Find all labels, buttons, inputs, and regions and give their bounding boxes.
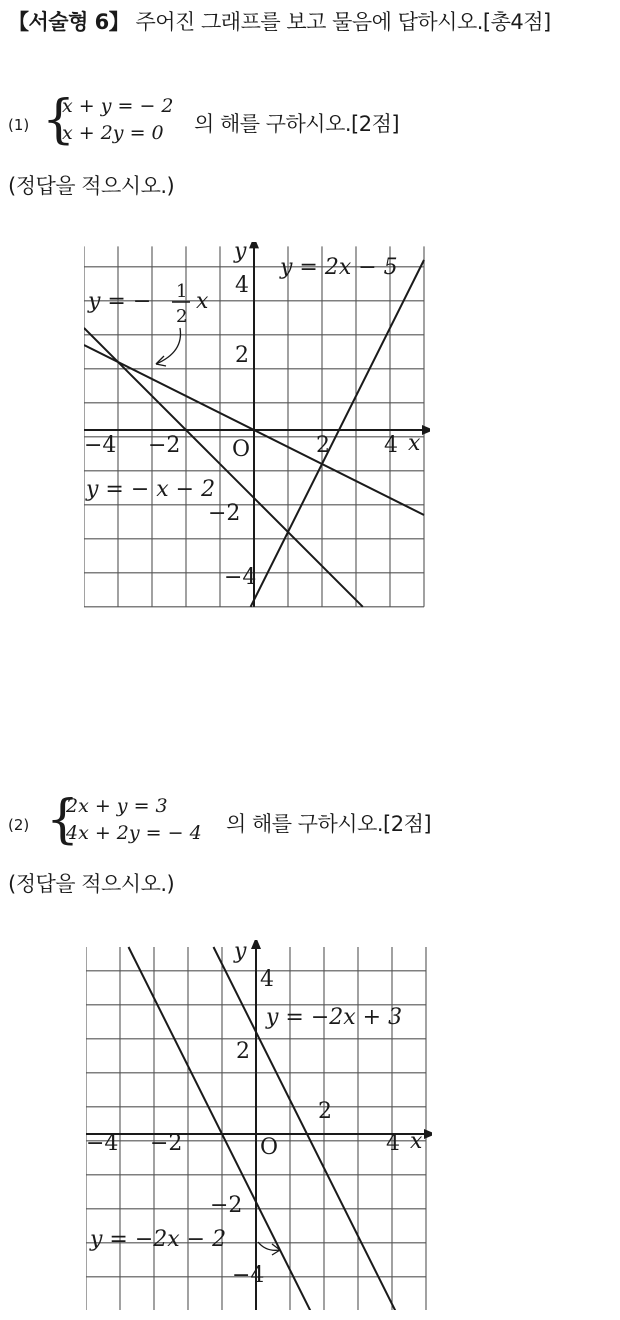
x-tick-label: −2 <box>148 433 181 458</box>
graph-line-1 <box>214 947 396 1310</box>
y-tick-label: 4 <box>260 967 274 992</box>
problem-2 <box>8 790 608 850</box>
y-tick-label: −4 <box>224 565 257 590</box>
equation-system <box>66 793 202 847</box>
line-label: y = 2x − 5 <box>280 255 398 280</box>
x-tick-label: 2 <box>316 433 330 458</box>
problem-question: 의 해를 구하시오.[2점] <box>226 812 432 836</box>
equation: 2x + y = 3 <box>66 795 168 817</box>
problem-question: 의 해를 구하시오.[2점] <box>194 112 400 136</box>
origin-label: O <box>260 1135 279 1160</box>
x-tick-label: 4 <box>386 1131 400 1156</box>
fraction-numerator: 1 <box>176 281 188 302</box>
equation-system <box>62 93 174 147</box>
graph-1-svg <box>84 242 430 612</box>
graph-1 <box>84 242 430 616</box>
y-tick-label: −2 <box>208 501 241 526</box>
y-tick-label: 4 <box>235 273 249 298</box>
label-pointer-arrow <box>156 328 181 364</box>
y-tick-label: 2 <box>235 343 249 368</box>
question-header <box>8 6 551 36</box>
question-tag: 【서술형 6】 <box>8 10 130 34</box>
x-axis-arrow-icon <box>422 425 430 435</box>
line-label: y = − <box>88 289 152 314</box>
system-brace: { <box>46 790 80 850</box>
equation: x + 2y = 0 <box>62 122 164 144</box>
y-tick-label: −2 <box>210 1193 243 1218</box>
system-brace: { <box>42 90 76 150</box>
x-axis-arrow-icon <box>424 1129 432 1139</box>
graph-2-svg <box>86 940 432 1310</box>
graph-2 <box>86 940 432 1314</box>
fraction-denominator: 2 <box>176 306 188 327</box>
y-axis-label: y <box>234 940 247 964</box>
x-axis-label: x <box>408 431 421 456</box>
graph-line-2 <box>129 947 311 1310</box>
x-tick-label: −4 <box>86 1131 119 1156</box>
y-axis-arrow-icon <box>249 242 259 248</box>
x-tick-label: −2 <box>150 1131 183 1156</box>
line-label: x <box>196 289 209 314</box>
line-label: y = −2x − 2 <box>90 1227 227 1252</box>
x-tick-label: 2 <box>318 1099 332 1124</box>
question-instruction: 주어진 그래프를 보고 물음에 답하시오.[총4점] <box>135 10 551 34</box>
x-axis-label: x <box>410 1129 423 1154</box>
equation: x + y = − 2 <box>62 95 174 117</box>
graph-lines <box>129 947 396 1310</box>
problem-number: (1) <box>8 116 30 134</box>
line-label: y = − x − 2 <box>86 477 216 502</box>
origin-label: O <box>232 437 251 462</box>
y-tick-label: 2 <box>236 1039 250 1064</box>
problem-number: (2) <box>8 816 30 834</box>
problem-1 <box>8 90 608 150</box>
answer-note: (정답을 적으시오.) <box>8 872 175 896</box>
axes <box>86 940 432 1310</box>
answer-note: (정답을 적으시오.) <box>8 174 175 198</box>
x-tick-label: −4 <box>84 433 117 458</box>
equation: 4x + 2y = − 4 <box>66 822 202 844</box>
y-axis-arrow-icon <box>251 940 261 949</box>
y-tick-label: −4 <box>232 1263 265 1288</box>
line-label: y = −2x + 3 <box>266 1005 403 1030</box>
x-tick-label: 4 <box>384 433 398 458</box>
y-axis-label: y <box>234 242 247 264</box>
